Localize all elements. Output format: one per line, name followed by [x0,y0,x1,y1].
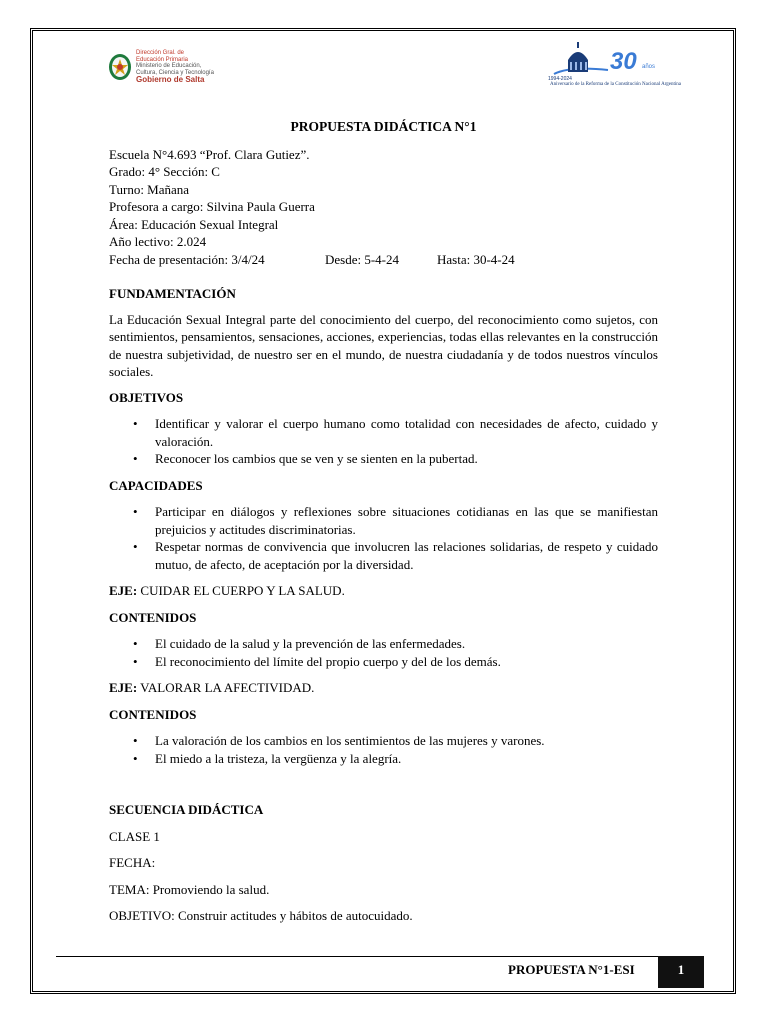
list-item: • El miedo a la tristeza, la vergüenza y la alegría. [109,750,658,768]
eje1-label: EJE: [109,583,138,598]
list-item: • La valoración de los cambios en los sentimientos de las mujeres y varones. [109,732,658,750]
secuencia-clase: CLASE 1 [109,828,160,844]
logo-line3: Ministerio de Educación, [136,63,202,69]
contenidos1-heading: CONTENIDOS [109,609,197,625]
eje1-text: CUIDAR EL CUERPO Y LA SALUD. [137,583,345,598]
capacidades-list [109,503,658,573]
logo-30: 30 [610,48,637,75]
logo-caption: Aniversario de la Reforma de la Constitución Nacional Argentina [550,82,681,87]
list-item: • El reconocimiento del límite del propio cuerpo y del de los demás. [109,653,658,671]
congress-dome-icon [550,40,610,78]
footer-label: PROPUESTA N°1-ESI [508,962,635,977]
contenidos2-heading: CONTENIDOS [109,706,197,722]
logo-line2: Educación Primaria [136,56,189,63]
secuencia-heading: SECUENCIA DIDÁCTICA [109,802,264,817]
document-title: PROPUESTA DIDÁCTICA N°1 [290,119,477,134]
contenidos2-list [109,732,658,767]
gobierno-salta-logo [108,50,214,84]
eje2-text: VALORAR LA AFECTIVIDAD. [137,680,315,695]
info-profesora: Profesora a cargo: Silvina Paula Guerra [109,199,315,214]
list-item: • Reconocer los cambios que se ven y se sienten en la pubertad. [109,450,658,468]
info-fecha: Fecha de presentación: 3/4/24 [109,251,265,267]
list-item: • Identificar y valorar el cuerpo humano como totalidad con necesidades de afecto, cuidado y valoración. [109,415,658,450]
document-body [109,118,658,925]
secuencia-fecha: FECHA: [109,855,156,870]
contenidos1-list [109,635,658,670]
logo-years: 1994-2024 [548,76,572,82]
eje2-label: EJE: [109,680,138,695]
eje1-line [109,582,658,600]
info-grado: Grado: 4° Sección: C [109,164,220,179]
fundamentacion-heading: FUNDAMENTACIÓN [109,286,236,301]
list-item: • Respetar normas de convivencia que involucren las relaciones solidarias, de respeto y cuidado mutuo, de afecto, de aceptación por la diversidad. [109,538,658,573]
info-hasta: Hasta: 30-4-24 [437,251,515,267]
header-logos [108,40,681,92]
info-desde: Desde: 5-4-24 [325,251,400,267]
logo-line1: Dirección Gral. de [136,50,185,56]
logo-line4: Cultura, Ciencia y Tecnología [136,69,214,76]
logo-gobierno: Gobierno de Salta [136,75,205,84]
list-item: • El cuidado de la salud y la prevención de las enfermedades. [109,635,658,653]
constitucion-anniversary-logo [548,40,681,92]
info-anio: Año lectivo: 2.024 [109,234,207,249]
eje2-line [109,679,658,697]
capacidades-heading: CAPACIDADES [109,477,203,493]
logo-anos: años [642,64,656,70]
page-number: 1 [658,956,704,988]
info-escuela: Escuela N°4.693 “Prof. Clara Gutiez”. [109,146,310,162]
info-dates [109,251,658,269]
list-item: • Participar en diálogos y reflexiones sobre situaciones cotidianas en las que se manifiestan prejuicios y actitudes discriminatorias. [109,503,658,538]
info-turno: Turno: Mañana [109,181,190,197]
secuencia-objetivo: OBJETIVO: Construir actitudes y hábitos de autocuidado. [109,908,413,923]
secuencia-tema: TEMA: Promoviendo la salud. [109,881,270,897]
objetivos-list [109,415,658,468]
fundamentacion-text: La Educación Sexual Integral parte del conocimiento del cuerpo, del reconocimiento como sujetos, con sentimientos, pensamientos, sensaciones, acciones, experiencias, todas ellas relevantes en la construcción de nuestra subjetividad, de nuestro ser en el mundo, de nuestra ciudadanía y de todos nuestros vínculos sociales. [109,311,658,379]
salta-seal-icon [108,53,132,81]
footer-divider [56,956,676,957]
info-area: Área: Educación Sexual Integral [109,216,279,232]
objetivos-heading: OBJETIVOS [109,389,184,405]
